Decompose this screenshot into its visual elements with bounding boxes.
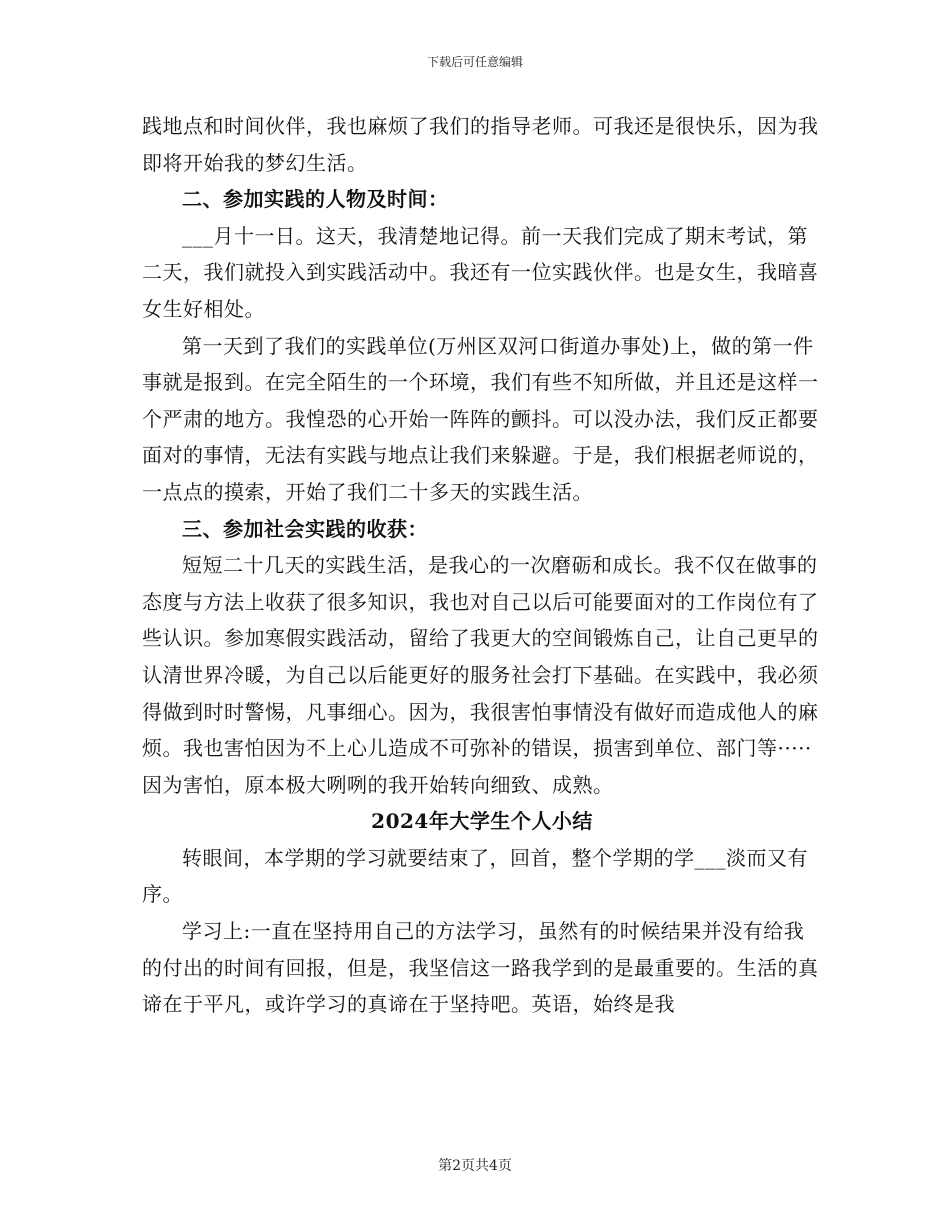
page-footer: 第2页共4页 [438, 1158, 512, 1174]
paragraph: ___月十一日。这天，我清楚地记得。前一天我们完成了期末考试，第二天，我们就投入到实践活动中。我还有一位实践伙伴。也是女生，我暗喜女生好相处。 [142, 223, 819, 321]
page-header: 下载后可任意编辑 [426, 55, 523, 69]
paragraph: 短短二十几天的实践生活，是我心的一次磨砺和成长。我不仅在做事的态度与方法上收获了很多知识，我也对自己以后可能要面对的工作岗位有了些认识。参加寒假实践活动，留给了我更大的空间锻炼自己，让自己更早的认清世界冷暖，为自己以后能更好的服务社会打下基础。在实践中，我必须得做到时时警惕，凡事细心。因为，我很害怕事情没有做好而造成他人的麻烦。我也害怕因为不上心儿造成不可弥补的错误，损害到单位、部门等·····因为害怕，原本极大咧咧的我开始转向细致、成熟。 [142, 553, 819, 797]
paragraph: 转眼间，本学期的学习就要结束了，回首，整个学期的学___淡而又有序。 [142, 845, 808, 907]
section-heading-gains: 三、参加社会实践的收获： [182, 516, 428, 541]
paragraph: 第一天到了我们的实践单位(万州区双河口街道办事处)上，做的第一件事就是报到。在完全陌生的一个环境，我们有些不知所做，并且还是这样一个严肃的地方。我惶恐的心开始一阵阵的颤抖。可以没办法，我们反正都要面对的事情，无法有实践与地点让我们来躲避。于是，我们根据老师说的，一点点的摸索，开始了我们二十多天的实践生活。 [142, 333, 819, 504]
paragraph: 学习上:一直在坚持用自己的方法学习，虽然有的时候结果并没有给我的付出的时间有回报，但是，我坚信这一路我学到的是最重要的。生活的真谛在于平凡，或许学习的真谛在于坚持吧。英语，始终是我 [142, 919, 819, 1017]
paragraph-continuation: 践地点和时间伙伴，我也麻烦了我们的指导老师。可我还是很快乐，因为我即将开始我的梦幻生活。 [142, 114, 819, 175]
document-body [142, 108, 822, 1023]
document-title: 2024年大学生个人小结 [371, 809, 593, 834]
section-heading-participants: 二、参加实践的人物及时间： [182, 187, 449, 212]
